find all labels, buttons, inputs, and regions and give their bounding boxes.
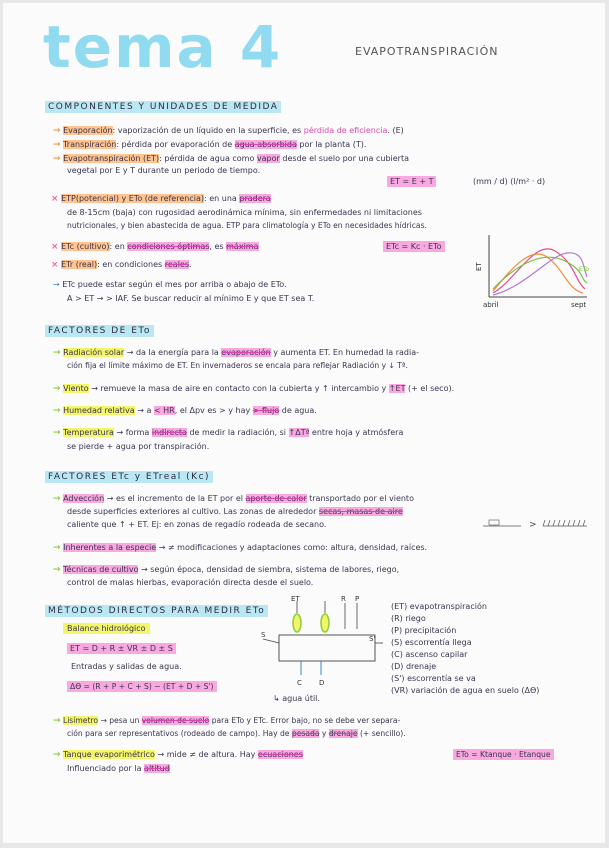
adveccion-line: → Advección → es el incremento de la ET por el aporte de calor transportado por el viento (53, 494, 414, 504)
etp-line-3: nutricionales, y bien abastecida de agua. ETP para climatología y ETo en necesidades hídricas. (67, 221, 427, 230)
tecnicas-line-2: control de malas hierbas, evaporación directa desde el suelo. (67, 578, 314, 587)
units: (mm / d) (l/m² · d) (473, 177, 546, 186)
legend-item: (ET) evapotranspiración (391, 602, 487, 611)
advection-sketch (481, 516, 591, 530)
arrow-icon: → (53, 154, 61, 164)
diagram-s-label: S (261, 631, 266, 639)
etp-line: × ETP(potencial) y ETo (de referencia): en una pradera (51, 194, 271, 204)
etp-line-2: de 8-15cm (baja) con rugosidad aerodinámica mínima, sin enfermedades ni limitaciones (67, 208, 422, 217)
adveccion-line-2: desde superficies exteriores al cultivo. Las zonas de alrededor secas, masas de aire (67, 507, 403, 516)
graph-series-label: ETo (579, 266, 590, 273)
section-heading-factors-etc: FACTORES ETc y ETreal (Kc) (45, 471, 213, 483)
formula-balance: ET = D + R ± VR ± D ± S (67, 643, 176, 654)
arrow-icon: → (53, 280, 60, 289)
arrow-icon: → (53, 406, 61, 416)
note-line: → ETc puede estar según el mes por arriba o abajo de ETo. (53, 280, 287, 289)
inherentes-line: → Inherentes a la especie → ≠ modificaciones y adaptaciones como: altura, densidad, raíces. (53, 543, 428, 553)
diagram-p-label: P (355, 595, 360, 603)
diagram-s2-label: S' (369, 635, 376, 643)
water-balance-diagram (261, 593, 385, 689)
evaporacion-line: → Evaporación: vaporización de un líquido en la superficie, es pérdida de eficiencia. (E) (53, 126, 404, 136)
tanque-line: → Tanque evaporimétrico → mide ≠ de altura. Hay ecuaciones (53, 750, 303, 760)
arrow-icon: ↳ (273, 694, 280, 703)
etc-line: × ETc (cultivo): en condiciones óptimas, es máxima (51, 242, 259, 252)
arrow-icon: → (53, 126, 61, 136)
et-curves-graph (475, 231, 595, 313)
arrow-icon: → (53, 428, 61, 438)
legend-item: (C) ascenso capilar (391, 650, 468, 659)
formula-et: ET = E + T (387, 176, 436, 187)
graph-left-label: abril (483, 301, 499, 309)
graph-right-label: sept (571, 301, 587, 309)
tanque-line-2: Influenciado por la altitud (67, 764, 170, 773)
diagram-et-label: ET (291, 595, 300, 603)
radiacion-line: → Radiación solar → da la energía para la evaporación y aumenta ET. En humedad la radia- (53, 348, 420, 358)
cross-icon: × (51, 194, 59, 204)
legend-item: (S') escorrentía se va (391, 674, 476, 683)
graph-y-label: ET (475, 262, 483, 271)
diagram-d-label: D (319, 679, 325, 687)
legend-item: (R) riego (391, 614, 426, 623)
legend-list (391, 601, 539, 697)
diagram-r-label: R (341, 595, 346, 603)
diagram-c-label: C (297, 679, 302, 687)
section-heading-methods: MÉTODOS DIRECTOS PARA MEDIR ETo (45, 605, 268, 617)
arrow-icon: → (53, 140, 61, 150)
temperatura-line: → Temperatura → forma indirecta de medir la radiación, si ↑ΔTª entre hoja y atmósfera (53, 428, 404, 438)
evapotranspiracion-line: → Evapotranspiración (ET): pérdida de agua como vapor desde el suelo por una cubierta (53, 154, 410, 164)
lisimetro-line: → Lisímetro → pesa un volumen de suelo para ETo y ETc. Error bajo, no se debe ver separa- (53, 716, 401, 726)
radiacion-line-2: ción fija el límite máximo de ET. En invernaderos se encala para reflejar Radiación y ↓ Tª. (67, 361, 408, 370)
lisimetro-line-2: ción para ser representativos (rodeado de campo). Hay de pesada y drenaje (+ sencillo). (67, 729, 406, 738)
cross-icon: × (51, 260, 59, 270)
arrow-icon: → (53, 384, 61, 394)
legend-item: (P) precipitación (391, 626, 457, 635)
arrow-icon: → (53, 750, 61, 760)
arrow-icon: → (53, 716, 61, 726)
tecnicas-line: → Técnicas de cultivo → según época, densidad de siembra, sistema de labores, riego, (53, 565, 400, 575)
formula-etc: ETc = Kc · ETo (383, 241, 445, 252)
formula-tanque: ETo = Ktanque · Etanque (453, 749, 554, 760)
adveccion-line-3: caliente que ↑ + ET. Ej: en zonas de regadío rodeada de secano. (67, 520, 327, 529)
etr-line: × ETr (real): en condiciones reales. (51, 260, 192, 270)
formula-delta: ΔƟ = (R + P + C + S) − (ET + D + S') (67, 681, 217, 692)
arrow-icon: → (53, 543, 61, 553)
balance-label: Balance hidrológico (63, 623, 150, 634)
legend-item: (VR) variación de agua en suelo (ΔƟ) (391, 686, 540, 695)
page-subtitle: EVAPOTRANSPIRACIÓN (355, 45, 499, 58)
cross-icon: × (51, 242, 59, 252)
transpiracion-line: → Transpiración: pérdida por evaporación de agua absorbida por la planta (T). (53, 140, 367, 150)
evapotranspiracion-line-2: vegetal por E y T durante un periodo de tiempo. (67, 166, 261, 175)
notebook-page (3, 3, 605, 843)
arrow-icon: → (53, 494, 61, 504)
agua-util-text: ↳ agua útil. (273, 694, 320, 703)
arrow-icon: → (53, 565, 61, 575)
viento-line: → Viento → remueve la masa de aire en contacto con la cubierta y ↑ intercambio y ↑ET (+ el seco). (53, 384, 455, 394)
temperatura-line-2: se pierde + agua por transpiración. (67, 442, 210, 451)
legend-item: (S) escorrentía llega (391, 638, 472, 647)
legend-item: (D) drenaje (391, 662, 437, 671)
humedad-line: → Humedad relativa → a < HR, el Δpv es > y hay > flujo de agua. (53, 406, 317, 416)
entradas-text: Entradas y salidas de agua. (71, 662, 182, 671)
section-heading-factors-eto: FACTORES DE ETo (45, 325, 154, 337)
arrow-icon: → (53, 348, 61, 358)
advection-arrow: > (529, 520, 537, 530)
note-line-2: A > ET → > IAF. Se buscar reducir al mínimo E y que ET sea T. (67, 294, 315, 303)
section-heading-components: COMPONENTES Y UNIDADES DE MEDIDA (45, 101, 281, 113)
page-title: tema 4 (43, 13, 283, 81)
